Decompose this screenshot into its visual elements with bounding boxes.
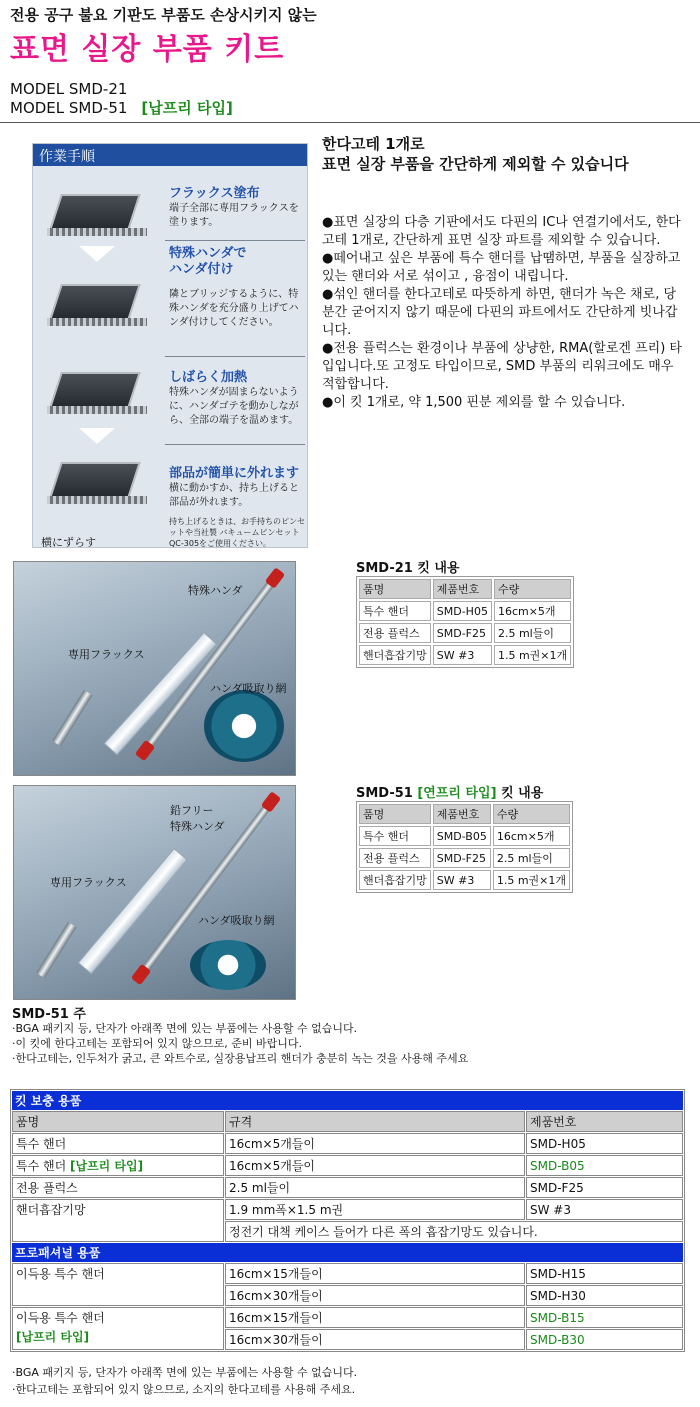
table-cell: 핸더흡잡기망 (359, 870, 431, 890)
table-cell: 16cm×5개들이 (225, 1155, 525, 1176)
chip-illustration (47, 184, 147, 240)
arrow-down-icon (79, 246, 115, 262)
table-header-cell: 수량 (493, 804, 570, 824)
photo-label: 特殊ハンダ (188, 584, 243, 597)
tagline: 전용 공구 불요 기판도 부품도 손상시키지 않는 (10, 6, 317, 24)
intro-body (322, 214, 686, 412)
section-header-row (12, 1243, 683, 1262)
step-3-title: しばらく加熱 (169, 370, 248, 385)
table-row (12, 1155, 683, 1176)
table-cell: SW #3 (433, 645, 492, 665)
table-cell (12, 1155, 224, 1176)
table-row (12, 1263, 683, 1284)
table-cell: SMD-H30 (526, 1285, 683, 1306)
step-1-title: フラックス塗布 (169, 186, 260, 201)
table-cell: 2.5 ml들이 (225, 1177, 525, 1198)
table-cell: 전용 플럭스 (12, 1177, 224, 1198)
table-cell: SMD-F25 (433, 848, 491, 868)
side-caption: 横にずらす (41, 536, 96, 548)
note-line: ·BGA 패키지 등, 단자가 아래쪽 면에 있는 부품에는 사용할 수 없습니다. (12, 1022, 358, 1035)
page-title: 표면 실장 부품 키트 (10, 32, 285, 67)
flux-syringe (78, 848, 188, 974)
notes-list (12, 1021, 468, 1066)
model-smd-51-tag: [납프리 타입] (141, 99, 233, 117)
kit51-title (356, 782, 543, 801)
table-header-row (359, 804, 570, 824)
table-cell: SMD-F25 (526, 1177, 683, 1198)
step-3-text: 特殊ハンダが固まらないように、ハンダゴテを動かしながら、全部の端子を温めます。 (169, 387, 299, 426)
table-cell: 2.5 ml들이 (493, 848, 570, 868)
chip-illustration (47, 452, 147, 508)
kit51-title-tag: [연프리 타입] (417, 786, 497, 801)
table-cell: 전용 플럭스 (359, 848, 431, 868)
table-header-cell: 품명 (359, 579, 431, 599)
table-cell: 특수 핸더 (359, 826, 431, 846)
table-cell: 16cm×5개 (493, 826, 570, 846)
section-header-row (12, 1091, 683, 1110)
table-header-cell: 제품번호 (433, 804, 491, 824)
table-cell: 핸더흡잡기망 (12, 1199, 224, 1242)
intro-paragraph: ●떼어내고 싶은 부품에 특수 핸더를 납땜하면, 부품을 실장하고 있는 핸더와 서로 섞이고 , 융점이 내립니다. (322, 251, 681, 284)
wick-reel (204, 690, 284, 762)
chip-illustration (47, 362, 147, 418)
table-cell: SMD-B15 (526, 1307, 683, 1328)
table-row (359, 623, 571, 643)
step-1-text: 端子全部に専用フラックスを塗ります。 (169, 203, 299, 228)
photo-label: 専用フラックス (50, 876, 127, 889)
table-cell: 16cm×30개들이 (225, 1329, 525, 1350)
arrow-down-icon (79, 428, 115, 444)
table-cell: 16cm×5개 (494, 601, 571, 621)
photo-label: ハンダ吸取り網 (198, 914, 275, 927)
table-cell: SMD-B30 (526, 1329, 683, 1350)
model-smd-51 (10, 99, 233, 118)
intro-paragraph: ●이 킷 1개로, 약 1,500 핀분 제외를 할 수 있습니다. (322, 395, 626, 410)
table-header-cell: 제품번호 (526, 1111, 683, 1132)
footnote-line: ·BGA 패키지 등, 단자가 아래쪽 면에 있는 부품에는 사용할 수 없습니다. (12, 1366, 358, 1379)
model-list (10, 80, 233, 118)
product-name: 특수 핸더 (16, 1159, 67, 1173)
needle-tube (52, 690, 92, 746)
product-tag: [납프리 타입] (70, 1159, 144, 1173)
step-4-note: 持ち上げるときは、お手持ちのピンセットや当社製 バキュームピンセット QC-305をご使用ください。 (169, 517, 305, 548)
footnotes (12, 1364, 357, 1398)
section-title: 프로패셔널 용품 (12, 1243, 683, 1262)
step-4-title: 部品が簡単に外れます (169, 466, 300, 481)
photo-label: 専用フラックス (68, 648, 145, 661)
kit21-table (356, 576, 574, 668)
section-title: 킷 보충 용품 (12, 1091, 683, 1110)
kit21-title: SMD-21 킷 내용 (356, 561, 460, 576)
table-cell: 2.5 ml들이 (494, 623, 571, 643)
table-cell (12, 1307, 224, 1350)
chip-illustration (47, 274, 147, 330)
table-cell: 1.5 m권×1개 (493, 870, 570, 890)
product-name: 이득용 특수 핸더 (16, 1311, 105, 1325)
table-header-cell: 규격 (225, 1111, 525, 1132)
product-photo-smd-51 (13, 785, 296, 1000)
product-photo-smd-21 (13, 561, 296, 776)
table-row (12, 1133, 683, 1154)
table-header-cell: 품명 (12, 1111, 224, 1132)
table-cell: SMD-B05 (433, 826, 491, 846)
kit51-title-suffix: 킷 내용 (501, 786, 544, 801)
header-divider (0, 122, 700, 123)
table-row (359, 848, 570, 868)
table-cell: 이득용 특수 핸더 (12, 1263, 224, 1306)
table-cell: SW #3 (526, 1199, 683, 1220)
table-cell: 16cm×15개들이 (225, 1263, 525, 1284)
table-row (359, 601, 571, 621)
intro-paragraph: ●전용 플럭스는 환경이나 부품에 상냥한, RMA(할로겐 프리) 타입입니다.또 고정도 타입이므로, SMD 부품의 리워크에도 매우 적합합니다. (322, 341, 682, 392)
note-line: ·이 킷에 한다고테는 포함되어 있지 않으므로, 준비 바랍니다. (12, 1037, 302, 1050)
step-2-text: 隣とブリッジするように、特殊ハンダを充分盛り上げてハンダ付けしてください。 (169, 289, 299, 328)
table-cell: SMD-H15 (526, 1263, 683, 1284)
table-row (359, 826, 570, 846)
table-row (12, 1199, 683, 1220)
table-cell: 16cm×15개들이 (225, 1307, 525, 1328)
table-cell: SMD-H05 (433, 601, 492, 621)
needle-tube (36, 922, 76, 978)
table-cell: 16cm×30개들이 (225, 1285, 525, 1306)
table-row (359, 645, 571, 665)
accessories-table (10, 1089, 685, 1352)
table-cell: SMD-B05 (526, 1155, 683, 1176)
table-header-cell: 품명 (359, 804, 431, 824)
kit51-title-model: SMD-51 (356, 786, 413, 801)
table-row (12, 1307, 683, 1328)
product-tag: [납프리 타입] (16, 1330, 90, 1344)
table-cell: 특수 핸더 (359, 601, 431, 621)
table-cell: SMD-F25 (433, 623, 492, 643)
table-header-cell: 제품번호 (433, 579, 492, 599)
table-header-cell: 수량 (494, 579, 571, 599)
table-cell: 특수 핸더 (12, 1133, 224, 1154)
photo-label: ハンダ吸取り網 (210, 682, 287, 695)
step-divider (165, 444, 305, 445)
procedure-figure (32, 143, 308, 548)
table-cell: 정전기 대책 케이스 들어가 다른 폭의 흡잡기망도 있습니다. (225, 1221, 683, 1242)
intro-paragraph: ●섞인 핸더를 한다고테로 따뜻하게 하면, 핸더가 녹은 채로, 당분간 굳어지지 않기 때문에 다핀의 파트에서도 간단하게 빗나갑니다. (322, 287, 678, 338)
table-cell: 핸더흡잡기망 (359, 645, 431, 665)
model-smd-21: MODEL SMD-21 (10, 80, 128, 98)
table-header-row (12, 1111, 683, 1132)
procedure-heading: 作業手順 (33, 144, 307, 166)
step-divider (165, 356, 305, 357)
table-cell: 1.9 mm폭×1.5 m권 (225, 1199, 525, 1220)
intro-paragraph: ●표면 실장의 다층 기판에서도 다핀의 IC나 연결기에서도, 한다고테 1개로, 간단하게 표면 실장 파트를 제외할 수 있습니다. (322, 215, 681, 248)
note-line: ·한다고테는, 인두처가 굵고, 큰 와트수로, 실장용납프리 핸더가 충분히 녹는 것을 사용해 주세요 (12, 1052, 469, 1065)
step-2-title: 特殊ハンダで ハンダ付け (169, 246, 247, 277)
table-header-row (359, 579, 571, 599)
step-4-text: 横に動かすか、持ち上げると部品が外れます。 (169, 483, 299, 508)
table-cell: 16cm×5개들이 (225, 1133, 525, 1154)
wick-reel (190, 940, 266, 990)
intro-heading: 한다고테 1개로 표면 실장 부품을 간단하게 제외할 수 있습니다 (322, 135, 629, 173)
kit51-table (356, 801, 573, 893)
table-cell: SW #3 (433, 870, 491, 890)
photo-label: 鉛フリー 特殊ハンダ (170, 804, 225, 833)
notes-title: SMD-51 주 (12, 1007, 86, 1022)
table-cell: 전용 플럭스 (359, 623, 431, 643)
step-divider (165, 240, 305, 241)
table-row (12, 1177, 683, 1198)
table-cell: 1.5 m권×1개 (494, 645, 571, 665)
table-cell: SMD-H05 (526, 1133, 683, 1154)
model-smd-51-label: MODEL SMD-51 (10, 99, 128, 117)
footnote-line: ·한다고테는 포함되어 있지 않으므로, 소지의 한다고테를 사용해 주세요. (12, 1383, 356, 1396)
table-row (359, 870, 570, 890)
